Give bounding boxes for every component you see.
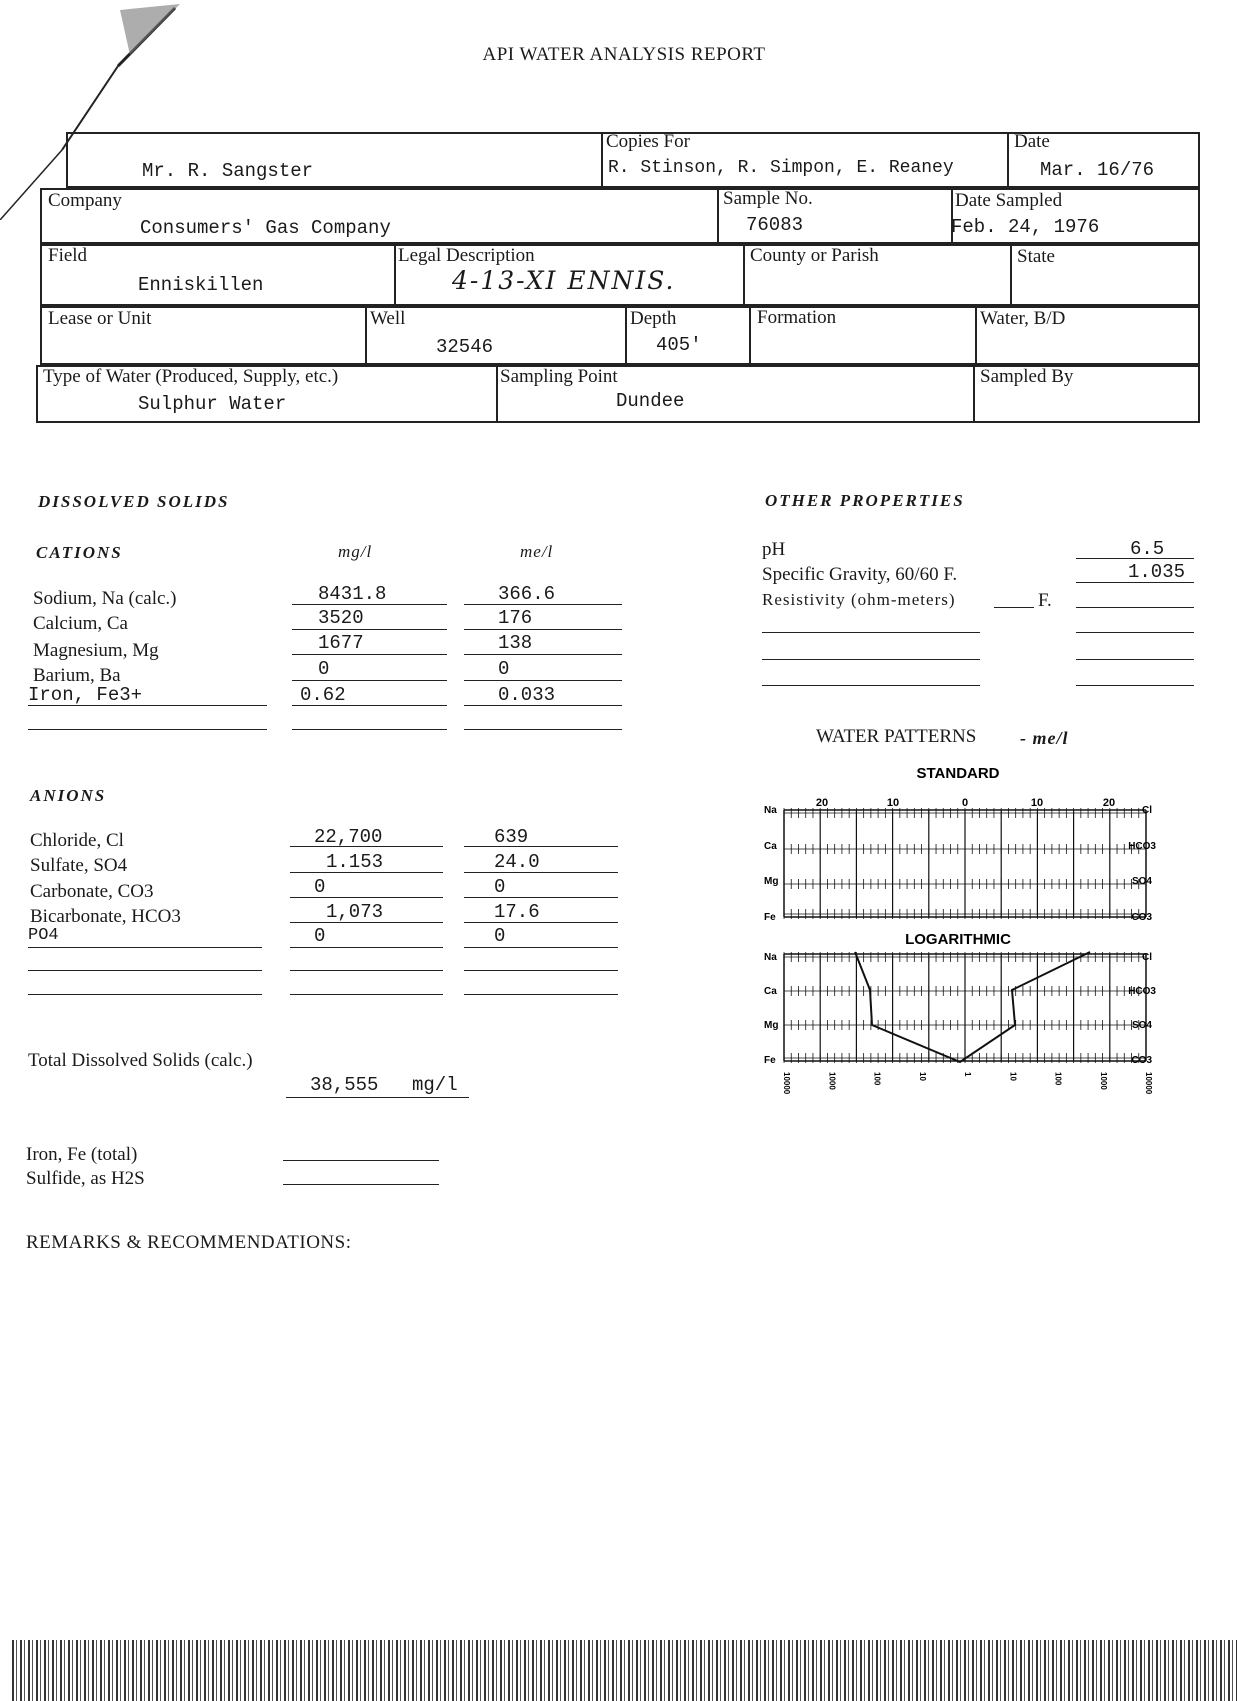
water-patterns-heading: WATER PATTERNS — [816, 726, 977, 747]
std-right-ion-so4: SO4 — [1131, 876, 1152, 887]
rule — [464, 604, 622, 605]
rule — [464, 994, 618, 995]
legal-label: Legal Description — [398, 245, 535, 266]
sulfide-label: Sulfide, as H2S — [26, 1168, 145, 1189]
dissolved-solids-heading: DISSOLVED SOLIDS — [38, 492, 230, 511]
rule — [1076, 558, 1194, 559]
rule — [464, 846, 618, 847]
log-axis-ticks — [782, 1072, 1153, 1095]
rule — [464, 922, 618, 923]
anion-me-carbonate: 0 — [494, 876, 506, 898]
anions-heading: ANIONS — [30, 786, 107, 805]
rule — [762, 685, 980, 686]
rule — [464, 947, 618, 948]
date-sampled-value: Feb. 24, 1976 — [951, 216, 1100, 238]
water-patterns-diagram — [760, 760, 1160, 1110]
rule — [464, 654, 622, 655]
anion-me-sulfate: 24.0 — [494, 851, 540, 873]
rule — [28, 947, 262, 948]
company-label: Company — [48, 190, 122, 211]
log-right-ion-so4: SO4 — [1131, 1020, 1152, 1031]
standard-tick: 10 — [1030, 797, 1044, 809]
logarithmic-grid — [784, 952, 1146, 1063]
log-right-ion-co3: CO3 — [1131, 1055, 1152, 1066]
ph-value: 6.5 — [1130, 538, 1165, 560]
anion-mg-carbonate: 0 — [314, 876, 326, 898]
log-tick-label: 100 — [1053, 1072, 1063, 1086]
cation-me-barium: 0 — [498, 658, 510, 680]
rule — [292, 705, 447, 706]
anion-name-phosphate: PO4 — [28, 926, 59, 945]
rule — [994, 607, 1034, 608]
log-tick-label: 100 — [872, 1072, 882, 1086]
rule — [464, 629, 622, 630]
sample-no-value: 76083 — [746, 214, 804, 236]
cation-mg-barium: 0 — [318, 658, 330, 680]
lease-label: Lease or Unit — [48, 308, 152, 329]
rule — [464, 729, 622, 730]
rule — [464, 970, 618, 971]
cation-mg-iron: 0.62 — [300, 684, 346, 706]
std-right-ion-hco3: HCO3 — [1128, 841, 1156, 852]
cation-mg-magnesium: 1677 — [318, 632, 364, 654]
tds-value: 38,555 — [310, 1074, 379, 1096]
anion-name-carbonate: Carbonate, CO3 — [30, 881, 154, 902]
log-left-ion-fe: Fe — [764, 1055, 776, 1066]
type-label: Type of Water (Produced, Supply, etc.) — [43, 366, 339, 387]
standard-tick: 20 — [815, 797, 829, 809]
anion-name-chloride: Chloride, Cl — [30, 830, 124, 851]
cation-name-calcium: Calcium, Ca — [33, 613, 128, 634]
std-left-ion-fe: Fe — [764, 912, 776, 923]
cation-name-magnesium: Magnesium, Mg — [33, 640, 159, 661]
rule — [28, 994, 262, 995]
standard-tick: 0 — [961, 797, 969, 809]
water-pattern-trace — [855, 952, 1090, 1062]
std-right-ion-cl: Cl — [1142, 805, 1152, 816]
anion-mg-chloride: 22,700 — [314, 826, 383, 848]
rule — [28, 970, 262, 971]
cation-name-sodium: Sodium, Na (calc.) — [33, 588, 177, 609]
to-value: Mr. R. Sangster — [142, 160, 314, 182]
date-value: Mar. 16/76 — [1040, 159, 1155, 181]
std-left-ion-ca: Ca — [764, 841, 777, 852]
cation-mg-sodium: 8431.8 — [318, 583, 387, 605]
report-title: API WATER ANALYSIS REPORT — [482, 44, 766, 65]
rule — [290, 897, 443, 898]
rule — [1076, 582, 1194, 583]
other-properties-heading: OTHER PROPERTIES — [765, 491, 965, 510]
rule — [290, 872, 443, 873]
standard-tick: 20 — [1102, 797, 1116, 809]
county-label: County or Parish — [750, 245, 879, 266]
rule — [464, 897, 618, 898]
sampling-point-label: Sampling Point — [500, 366, 618, 387]
resistivity-label: Resistivity (ohm-meters) — [762, 590, 956, 609]
tds-unit: mg/l — [412, 1074, 458, 1096]
rule — [290, 970, 443, 971]
log-right-ion-hco3: HCO3 — [1128, 986, 1156, 997]
rule — [292, 654, 447, 655]
log-left-ion-na: Na — [764, 952, 777, 963]
rule — [290, 922, 443, 923]
log-tick-label: 10000 — [1144, 1072, 1153, 1095]
sampled-by-label: Sampled By — [980, 366, 1074, 387]
rule — [292, 729, 447, 730]
rule — [286, 1097, 469, 1098]
sampling-point-value: Dundee — [616, 390, 685, 412]
specific-gravity-value: 1.035 — [1128, 561, 1186, 583]
col-me-header: me/l — [520, 542, 554, 561]
std-left-ion-na: Na — [764, 805, 777, 816]
log-left-ion-ca: Ca — [764, 986, 777, 997]
field-value: Enniskillen — [138, 274, 264, 296]
rule — [28, 705, 267, 706]
legal-value-handwritten: 4-13-XI ENNIS. — [452, 266, 676, 295]
anion-mg-phosphate: 0 — [314, 925, 326, 947]
anion-mg-bicarbonate: 1,073 — [326, 901, 384, 923]
rule — [292, 629, 447, 630]
date-sampled-label: Date Sampled — [955, 190, 1063, 211]
rule — [1076, 685, 1194, 686]
log-tick-label: 10 — [1008, 1072, 1018, 1081]
cation-me-calcium: 176 — [498, 607, 533, 629]
anion-name-bicarbonate: Bicarbonate, HCO3 — [30, 906, 181, 927]
rule — [290, 846, 443, 847]
cation-me-sodium: 366.6 — [498, 583, 556, 605]
state-label: State — [1017, 246, 1055, 267]
rule — [762, 632, 980, 633]
cations-heading: CATIONS — [36, 543, 123, 562]
water-bd-label: Water, B/D — [980, 308, 1066, 329]
log-tick-label: 10000 — [782, 1072, 791, 1095]
logarithmic-label: LOGARITHMIC — [905, 931, 1011, 948]
anion-name-sulfate: Sulfate, SO4 — [30, 855, 128, 876]
rule — [283, 1160, 439, 1161]
rule — [1076, 607, 1194, 608]
rule — [1076, 632, 1194, 633]
cation-name-barium: Barium, Ba — [33, 665, 121, 686]
rule — [292, 604, 447, 605]
std-right-ion-co3: CO3 — [1131, 912, 1152, 923]
rule — [283, 1184, 439, 1185]
anion-mg-sulfate: 1.153 — [326, 851, 384, 873]
rule — [762, 659, 980, 660]
copies-for-value: R. Stinson, R. Simpon, E. Reaney — [608, 158, 954, 178]
anion-me-phosphate: 0 — [494, 925, 506, 947]
depth-value: 405' — [656, 334, 702, 356]
rule — [290, 994, 443, 995]
standard-grid — [784, 808, 1146, 919]
cation-name-iron: Iron, Fe3+ — [28, 684, 143, 706]
log-tick-label: 1000 — [1098, 1072, 1108, 1090]
ph-label: pH — [762, 539, 786, 560]
cation-me-iron: 0.033 — [498, 684, 556, 706]
log-right-ion-cl: Cl — [1142, 952, 1152, 963]
date-label: Date — [1014, 131, 1050, 152]
scan-noise-band — [12, 1640, 1237, 1701]
remarks-label: REMARKS & RECOMMENDATIONS: — [26, 1232, 352, 1253]
well-value: 32546 — [436, 336, 494, 358]
copies-for-label: Copies For — [606, 131, 690, 152]
rule — [290, 947, 443, 948]
field-label: Field — [48, 245, 88, 266]
standard-label: STANDARD — [916, 765, 1000, 782]
resistivity-unit: F. — [1038, 590, 1052, 611]
log-left-ion-mg: Mg — [764, 1020, 779, 1031]
anion-me-bicarbonate: 17.6 — [494, 901, 540, 923]
type-value: Sulphur Water — [138, 393, 287, 415]
rule — [292, 680, 447, 681]
col-mg-header: mg/l — [338, 542, 373, 561]
log-tick-label: 1000 — [827, 1072, 837, 1090]
well-label: Well — [370, 308, 406, 329]
depth-label: Depth — [630, 308, 677, 329]
std-left-ion-mg: Mg — [764, 876, 779, 887]
log-tick-label: 1 — [963, 1072, 972, 1077]
rule — [464, 872, 618, 873]
tds-label: Total Dissolved Solids (calc.) — [28, 1050, 253, 1071]
log-tick-label: 10 — [917, 1072, 927, 1081]
formation-label: Formation — [757, 307, 837, 328]
rule — [464, 680, 622, 681]
rule — [28, 729, 267, 730]
rule — [1076, 659, 1194, 660]
cation-me-magnesium: 138 — [498, 632, 533, 654]
sample-no-label: Sample No. — [723, 188, 813, 209]
specific-gravity-label: Specific Gravity, 60/60 F. — [762, 564, 958, 585]
company-value: Consumers' Gas Company — [140, 217, 391, 239]
cation-mg-calcium: 3520 — [318, 607, 364, 629]
iron-total-label: Iron, Fe (total) — [26, 1144, 138, 1165]
standard-tick: 10 — [886, 797, 900, 809]
anion-me-chloride: 639 — [494, 826, 529, 848]
water-patterns-unit: - me/l — [1020, 728, 1069, 748]
rule — [464, 705, 622, 706]
